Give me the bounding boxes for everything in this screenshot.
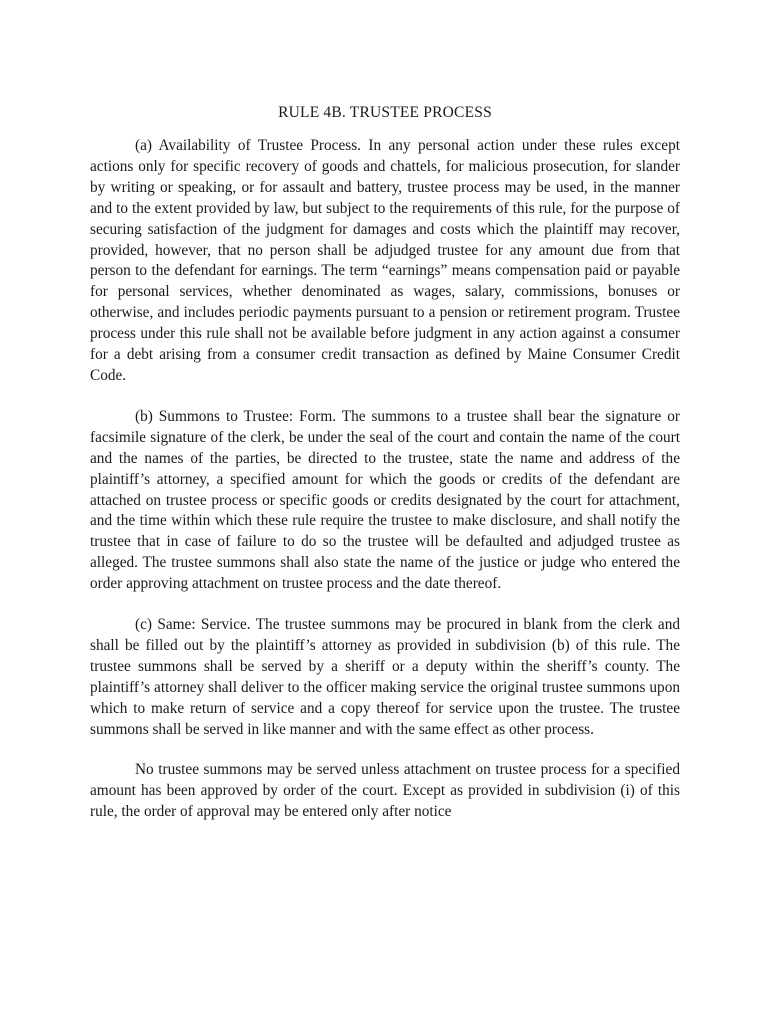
paragraph-approval-order: No trustee summons may be served unless attachment on trustee process for a specified amount has been approved by order of the court. Except as provided in subdivision (i) of this rule, the order of approval may be entered only after notice: [90, 761, 680, 821]
document-title: RULE 4B. TRUSTEE PROCESS: [278, 104, 492, 121]
paragraph-a-availability: (a) Availability of Trustee Process. In any personal action under these rules except actions only for specific recovery of goods and chattels, for malicious prosecution, for slander by writing or speaking, or for assault and battery, trustee process may be used, in the manner and to the extent provided by law, but subject to the requirements of this rule, for the purpose of securing satisfaction of the judgment for damages and costs which the plaintiff may recover, provided, however, that no person shall be adjudged trustee for any amount due from that person to the defendant for earnings. The term “earnings” means compensation paid or payable for personal services, whether denominated as wages, salary, commissions, bonuses or otherwise, and includes periodic payments pursuant to a pension or retirement program. Trustee process under this rule shall not be available before judgment in any action against a consumer for a debt arising from a consumer credit transaction as defined by Maine Consumer Credit Code.: [90, 137, 680, 384]
paragraph-b-summons-form: (b) Summons to Trustee: Form. The summons to a trustee shall bear the signature or facsimile signature of the clerk, be under the seal of the court and contain the name of the court and the names of the parties, be directed to the trustee, state the name and address of the plaintiff’s attorney, a specified amount for which the goods or credits of the defendant are attached on trustee process or specific goods or credits designated by the court for attachment, and the time within which these rule require the trustee to make disclosure, and shall notify the trustee that in case of failure to do so the trustee will be defaulted and adjudged trustee as alleged. The trustee summons shall also state the name of the justice or judge who entered the order approving attachment on trustee process and the date thereof.: [90, 407, 680, 593]
document-page: [90, 104, 680, 843]
paragraph-c-service: (c) Same: Service. The trustee summons may be procured in blank from the clerk and shall be filled out by the plaintiff’s attorney as provided in subdivision (b) of this rule. The trustee summons shall be served by a sheriff or a deputy within the sheriff’s county. The plaintiff’s attorney shall deliver to the officer making service the original trustee summons upon which to make return of service and a copy thereof for service upon the trustee. The trustee summons shall be served in like manner and with the same effect as other process.: [90, 616, 680, 738]
